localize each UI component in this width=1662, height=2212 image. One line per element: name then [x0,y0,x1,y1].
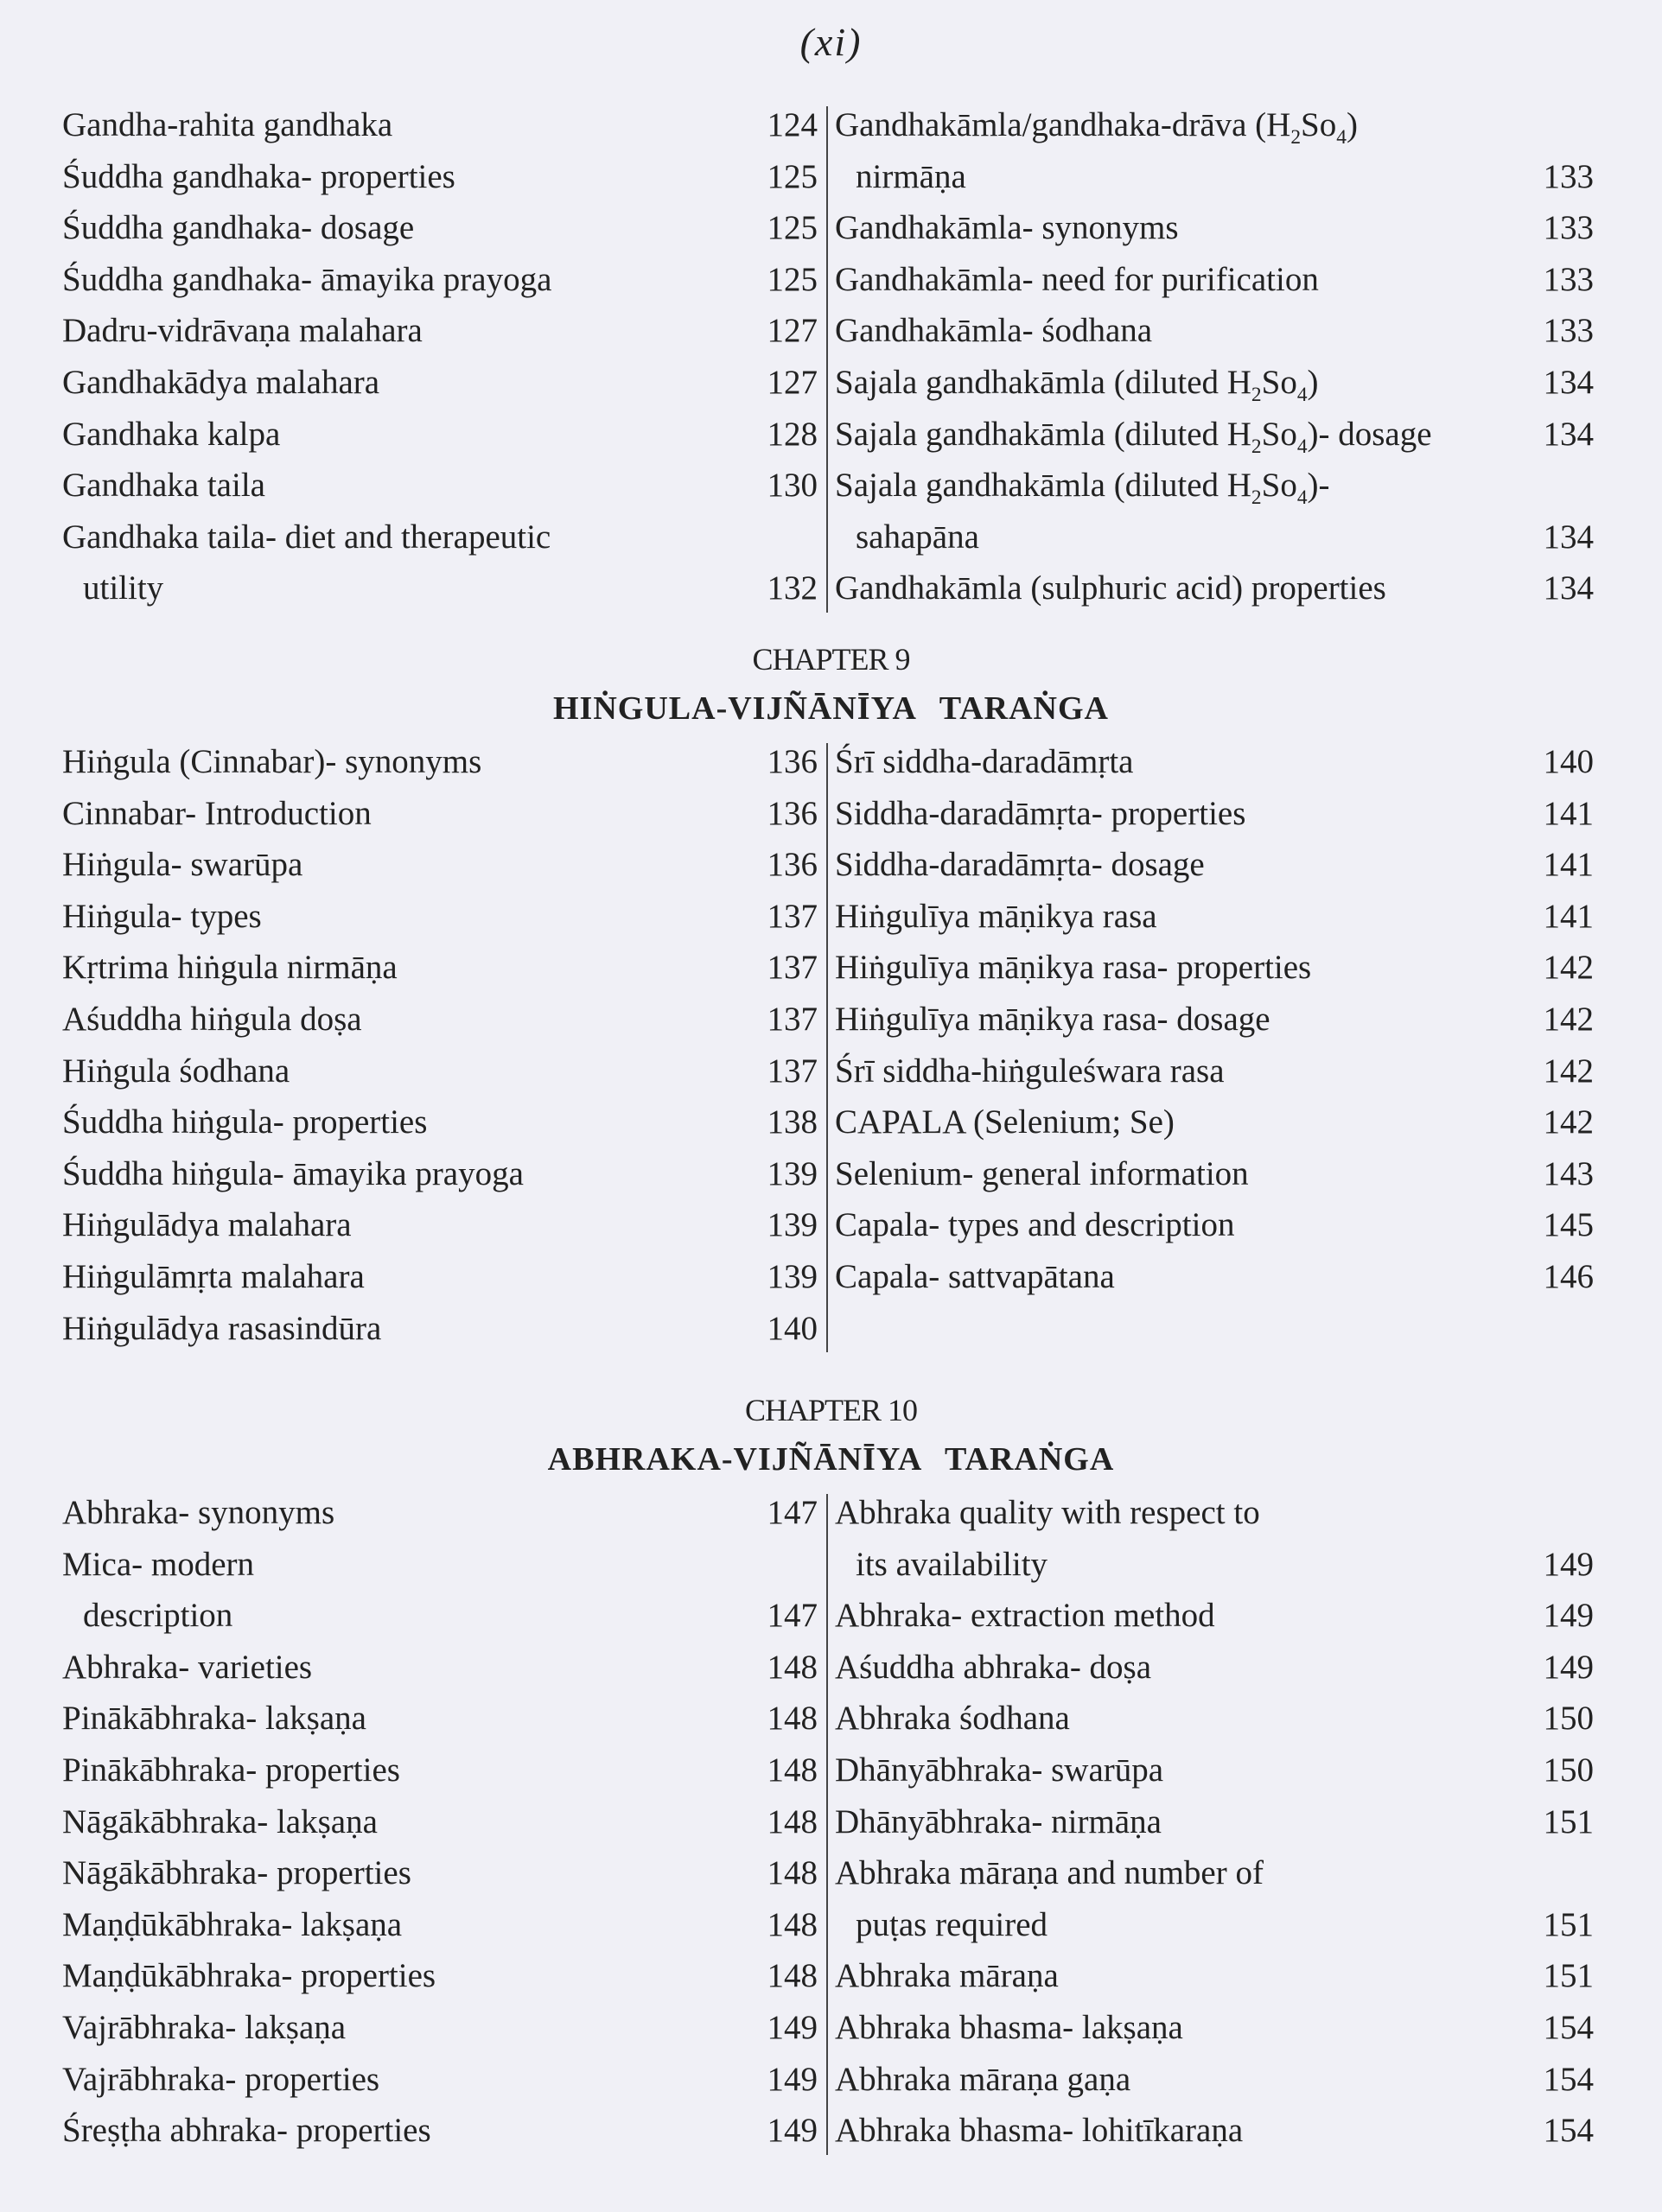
toc-column-right [835,736,1594,1303]
entry-page-number: 127 [767,363,818,401]
toc-entry [62,2105,818,2157]
entry-title: Vajrābhraka- lakṣaṇa [62,2008,347,2046]
entry-title: Dhānyābhraka- swarūpa [835,1751,1164,1789]
entry-page-number: 127 [767,312,818,350]
toc-entry [835,151,1594,203]
entry-page-number: 136 [767,794,818,832]
entry-title: Abhraka māraṇa gaṇa [835,2060,1131,2098]
toc-entry [62,1487,818,1539]
toc-entry [835,99,1594,151]
entry-title: CAPALA (Selenium; Se) [835,1103,1175,1141]
entry-title: Gandhakādya malahara [62,363,380,401]
entry-title: Hiṅgulīya māṇikya rasa [835,897,1157,935]
entry-title: Śrī siddha-hiṅguleśwara rasa [835,1052,1225,1090]
toc-entry [62,839,818,891]
entry-title: Siddha-daradāmṛta- properties [835,794,1246,832]
toc-entry [835,2002,1594,2054]
entry-page-number: 146 [1543,1257,1594,1295]
chapter-label: CHAPTER 9 [752,642,910,677]
entry-page-number: 139 [767,1206,818,1244]
entry-title: Hiṅgula- types [62,897,262,935]
entry-page-number: 147 [767,1597,818,1635]
toc-entry [835,1899,1594,1951]
entry-title: Gandhaka taila [62,467,265,505]
entry-page-number: 154 [1543,2112,1594,2150]
entry-page-number: 148 [767,1957,818,1995]
entry-page-number: 145 [1543,1206,1594,1244]
entry-page-number: 137 [767,949,818,987]
entry-page-number: 130 [767,467,818,505]
toc-entry [62,1590,818,1642]
toc-entry [62,1796,818,1848]
entry-title: its availability [856,1545,1048,1583]
toc-entry [62,1642,818,1694]
entry-title: Siddha-daradāmṛta- dosage [835,846,1205,884]
toc-entry [62,460,818,512]
entry-title: Mica- modern [62,1545,255,1583]
toc-entry [835,2054,1594,2106]
toc-entry [835,1199,1594,1251]
entry-title: Hiṅgulādya rasasindūra [62,1309,382,1347]
toc-columns [0,1487,1662,2157]
toc-entry [835,1487,1594,1539]
entry-page-number: 154 [1543,2008,1594,2046]
entry-title: Śuddha gandhaka- properties [62,157,455,195]
toc-entry [835,994,1594,1046]
entry-page-number: 139 [767,1154,818,1192]
entry-page-number: 150 [1543,1751,1594,1789]
entry-page-number: 139 [767,1257,818,1295]
entry-page-number: 133 [1543,157,1594,195]
entry-title: description [83,1597,233,1635]
entry-page-number: 148 [767,1802,818,1840]
entry-title: Hiṅgulādya malahara [62,1206,352,1244]
entry-title: Abhraka- synonyms [62,1494,335,1531]
entry-title: Abhraka quality with respect to [835,1494,1260,1531]
entry-title: Gandhaka taila- diet and therapeutic [62,518,551,556]
entry-title: Abhraka bhasma- lohitīkaraṇa [835,2112,1244,2150]
entry-page-number: 133 [1543,312,1594,350]
entry-title: Dadru-vidrāvaṇa malahara [62,312,423,350]
entry-page-number: 148 [767,1905,818,1943]
toc-entry [835,563,1594,614]
toc-entry [62,99,818,151]
column-divider [826,106,828,613]
toc-column-left [62,736,818,1354]
toc-entry [835,1745,1594,1796]
entry-page-number: 151 [1543,1905,1594,1943]
entry-title: Capala- types and description [835,1206,1235,1244]
toc-entry [835,2105,1594,2157]
toc-columns [0,736,1662,1354]
toc-entry [835,891,1594,943]
entry-title: Abhraka śodhana [835,1700,1070,1738]
entry-page-number: 148 [767,1700,818,1738]
entry-page-number: 125 [767,260,818,298]
toc-entry [62,1046,818,1097]
toc-column-right [835,1487,1594,2157]
toc-entry [835,1590,1594,1642]
entry-page-number: 134 [1543,415,1594,453]
toc-entry [62,891,818,943]
toc-entry [835,305,1594,357]
toc-entry [62,788,818,840]
entry-title: Kṛtrima hiṅgula nirmāṇa [62,949,398,987]
entry-page-number: 128 [767,415,818,453]
toc-columns [0,99,1662,614]
entry-title: Śuddha hiṅgula- properties [62,1103,428,1141]
entry-page-number: 149 [767,2112,818,2150]
toc-entry [835,839,1594,891]
toc-entry [835,1539,1594,1591]
entry-page-number: 148 [767,1751,818,1789]
toc-entry [62,512,818,563]
entry-page-number: 151 [1543,1802,1594,1840]
entry-page-number: 149 [1543,1648,1594,1686]
entry-title: utility [83,569,164,607]
toc-entry [835,736,1594,788]
toc-entry [835,1046,1594,1097]
entry-title: Maṇḍūkābhraka- properties [62,1957,436,1995]
toc-entry [835,1148,1594,1200]
toc-entry [62,1950,818,2002]
entry-page-number: 143 [1543,1154,1594,1192]
toc-entry [62,942,818,994]
entry-title: Hiṅgulīya māṇikya rasa- dosage [835,1000,1270,1038]
toc-column-left [62,1487,818,2157]
entry-page-number: 140 [767,1309,818,1347]
entry-page-number: 148 [767,1648,818,1686]
entry-title: Gandhakāmla (sulphuric acid) properties [835,569,1386,607]
entry-title: Aśuddha hiṅgula doṣa [62,1000,362,1038]
entry-page-number: 142 [1543,949,1594,987]
entry-page-number: 142 [1543,1000,1594,1038]
entry-page-number: 154 [1543,2060,1594,2098]
toc-column-left [62,99,818,614]
toc-entry [62,1899,818,1951]
entry-page-number: 149 [767,2008,818,2046]
chapter-title: ABHRAKA-VIJÑĀNĪYA TARAṄGA [547,1441,1115,1478]
toc-entry [62,409,818,461]
entry-title: Śuddha hiṅgula- āmayika prayoga [62,1154,524,1192]
entry-page-number: 147 [767,1494,818,1531]
page-number: (xi) [799,20,863,64]
toc-entry [835,1251,1594,1303]
entry-title: Gandhakāmla- śodhana [835,312,1153,350]
toc-entry [62,736,818,788]
entry-title: Gandha-rahita gandhaka [62,106,393,143]
entry-title: Gandhaka kalpa [62,415,281,453]
toc-entry [835,788,1594,840]
entry-title: Abhraka māraṇa and number of [835,1854,1264,1892]
toc-entry [62,994,818,1046]
entry-title: Hiṅgula śodhana [62,1052,290,1090]
entry-page-number: 137 [767,1052,818,1090]
entry-page-number: 141 [1543,846,1594,884]
entry-title: Hiṅgula (Cinnabar)- synonyms [62,743,482,780]
entry-page-number: 137 [767,897,818,935]
entry-page-number: 142 [1543,1103,1594,1141]
entry-page-number: 141 [1543,794,1594,832]
toc-entry [835,1796,1594,1848]
entry-title: Dhānyābhraka- nirmāṇa [835,1802,1162,1840]
toc-entry [62,151,818,203]
entry-page-number: 125 [767,209,818,247]
toc-entry [835,1847,1594,1899]
toc-entry [835,409,1594,461]
entry-title: Śreṣṭha abhraka- properties [62,2112,431,2150]
entry-title: Sajala gandhakāmla (diluted $H_2So_4)-$ [835,467,1330,509]
toc-column-right [835,99,1594,614]
entry-page-number: 134 [1543,518,1594,556]
entry-title: Hiṅgulīya māṇikya rasa- properties [835,949,1312,987]
chapter-title: HIṄGULA-VIJÑĀNĪYA TARAṄGA [553,690,1109,727]
entry-page-number: 151 [1543,1957,1594,1995]
entry-page-number: 148 [767,1854,818,1892]
toc-entry [62,1693,818,1745]
entry-page-number: 133 [1543,260,1594,298]
entry-title: Aśuddha abhraka- doṣa [835,1648,1152,1686]
toc-section-chapter-10 [0,1389,1662,2157]
toc-entry [62,1096,818,1148]
entry-title: Gandhakāmla/gandhaka-drāva $(H_2So_4)$ [835,106,1358,149]
toc-entry [62,1539,818,1591]
entry-page-number: 136 [767,743,818,780]
toc-entry [62,1303,818,1355]
entry-title: Hiṅgulāmṛta malahara [62,1257,365,1295]
entry-page-number: 136 [767,846,818,884]
entry-title: Capala- sattvapātana [835,1257,1115,1295]
entry-page-number: 133 [1543,209,1594,247]
chapter-label: CHAPTER 10 [744,1393,918,1427]
toc-entry [62,2002,818,2054]
entry-title: Śuddha gandhaka- āmayika prayoga [62,260,552,298]
toc-entry [835,942,1594,994]
entry-page-number: 125 [767,157,818,195]
entry-page-number: 142 [1543,1052,1594,1090]
toc-entry [62,563,818,614]
entry-page-number: 132 [767,569,818,607]
toc-entry [62,1847,818,1899]
column-divider [826,1494,828,2155]
entry-title: nirmāṇa [856,157,966,195]
toc-entry [835,357,1594,409]
entry-page-number: 141 [1543,897,1594,935]
entry-title: Gandhakāmla- synonyms [835,209,1179,247]
entry-title: Sajala gandhakāmla (diluted $H_2So_4$) [835,363,1319,406]
entry-title: Cinnabar- Introduction [62,794,372,832]
entry-page-number: 149 [767,2060,818,2098]
toc-entry [835,1950,1594,2002]
toc-entry [62,305,818,357]
entry-page-number: 149 [1543,1597,1594,1635]
entry-title: Sajala gandhakāmla (diluted $H_2So_4)-$ dosage [835,415,1432,458]
toc-entry [62,1199,818,1251]
toc-entry [62,1148,818,1200]
entry-page-number: 149 [1543,1545,1594,1583]
entry-title: Nāgākābhraka- lakṣaṇa [62,1802,378,1840]
entry-title: Nāgākābhraka- properties [62,1854,411,1892]
entry-page-number: 150 [1543,1700,1594,1738]
toc-section-chapter-9 [0,638,1662,1354]
entry-title: Śuddha gandhaka- dosage [62,209,415,247]
toc-entry [62,1251,818,1303]
toc-entry [835,1096,1594,1148]
toc-entry [62,357,818,409]
entry-title: Gandhakāmla- need for purification [835,260,1319,298]
toc-entry [835,202,1594,254]
entry-title: Pinākābhraka- properties [62,1751,400,1789]
column-divider [826,743,828,1352]
entry-page-number: 134 [1543,569,1594,607]
entry-page-number: 140 [1543,743,1594,780]
entry-title: Abhraka- varieties [62,1648,313,1686]
entry-title: Abhraka māraṇa [835,1957,1059,1995]
entry-title: Hiṅgula- swarūpa [62,846,303,884]
toc-section-continued [0,99,1662,614]
entry-title: Maṇḍūkābhraka- lakṣaṇa [62,1905,403,1943]
entry-title: Vajrābhraka- properties [62,2060,380,2098]
entry-title: Selenium- general information [835,1154,1249,1192]
toc-entry [835,1642,1594,1694]
toc-entry [835,460,1594,512]
entry-title: Abhraka bhasma- lakṣaṇa [835,2008,1183,2046]
toc-entry [835,1693,1594,1745]
toc-entry [62,2054,818,2106]
entry-page-number: 124 [767,106,818,143]
toc-entry [62,1745,818,1796]
entry-page-number: 138 [767,1103,818,1141]
toc-entry [62,202,818,254]
entry-title: puṭas required [856,1905,1048,1943]
entry-page-number: 137 [767,1000,818,1038]
entry-title: Pinākābhraka- lakṣaṇa [62,1700,366,1738]
entry-title: sahapāna [856,518,979,556]
entry-page-number: 134 [1543,363,1594,401]
entry-title: Śrī siddha-daradāmṛta [835,743,1134,780]
toc-entry [835,512,1594,563]
toc-entry [62,254,818,306]
toc-entry [835,254,1594,306]
entry-title: Abhraka- extraction method [835,1597,1215,1635]
